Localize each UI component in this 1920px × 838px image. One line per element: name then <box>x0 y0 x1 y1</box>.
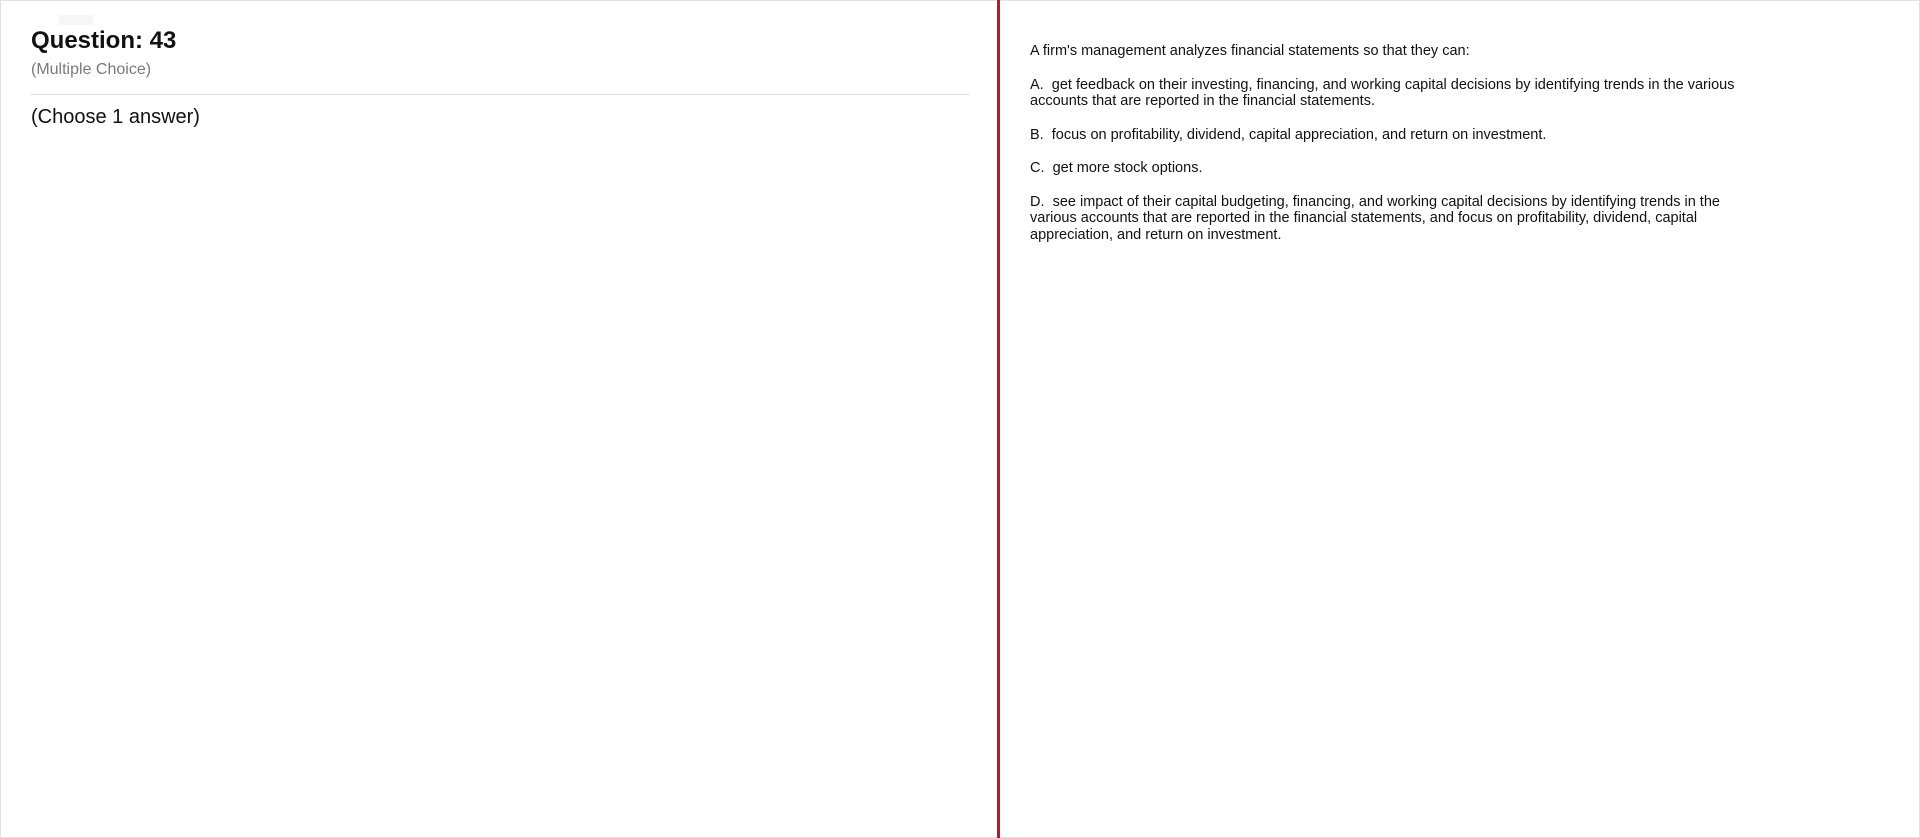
question-panel <box>1 1 997 837</box>
header-separator <box>31 94 969 95</box>
question-type-label: (Multiple Choice) <box>31 61 152 78</box>
option-a-text: get feedback on their investing, financing, and working capital decisions by identifying trends in the various accounts that are reported in the financial statements. <box>1030 76 1735 109</box>
option-d-text: see impact of their capital budgeting, financing, and working capital decisions by identifying trends in the various accounts that are reported in the financial statements, and focus on profitability, dividend, capital appreciation, and return on investment. <box>1030 193 1720 243</box>
option-c <box>1030 160 1770 177</box>
option-d-letter: D. <box>1030 193 1045 210</box>
faded-tab-marker <box>59 15 93 25</box>
option-a <box>1030 77 1770 110</box>
option-a-letter: A. <box>1030 76 1044 93</box>
question-stem: A firm's management analyzes financial statements so that they can: <box>1030 43 1470 59</box>
option-b <box>1030 127 1770 144</box>
option-b-text: focus on profitability, dividend, capital appreciation, and return on investment. <box>1051 126 1547 143</box>
option-b-letter: B. <box>1030 126 1044 143</box>
answer-instruction: (Choose 1 answer) <box>31 106 200 128</box>
option-c-letter: C. <box>1030 160 1045 176</box>
question-content <box>1030 43 1770 260</box>
question-title: Question: 43 <box>31 27 177 54</box>
option-c-text: get more stock options. <box>1052 160 1203 176</box>
content-panel <box>1000 1 1918 837</box>
option-d <box>1030 194 1770 244</box>
